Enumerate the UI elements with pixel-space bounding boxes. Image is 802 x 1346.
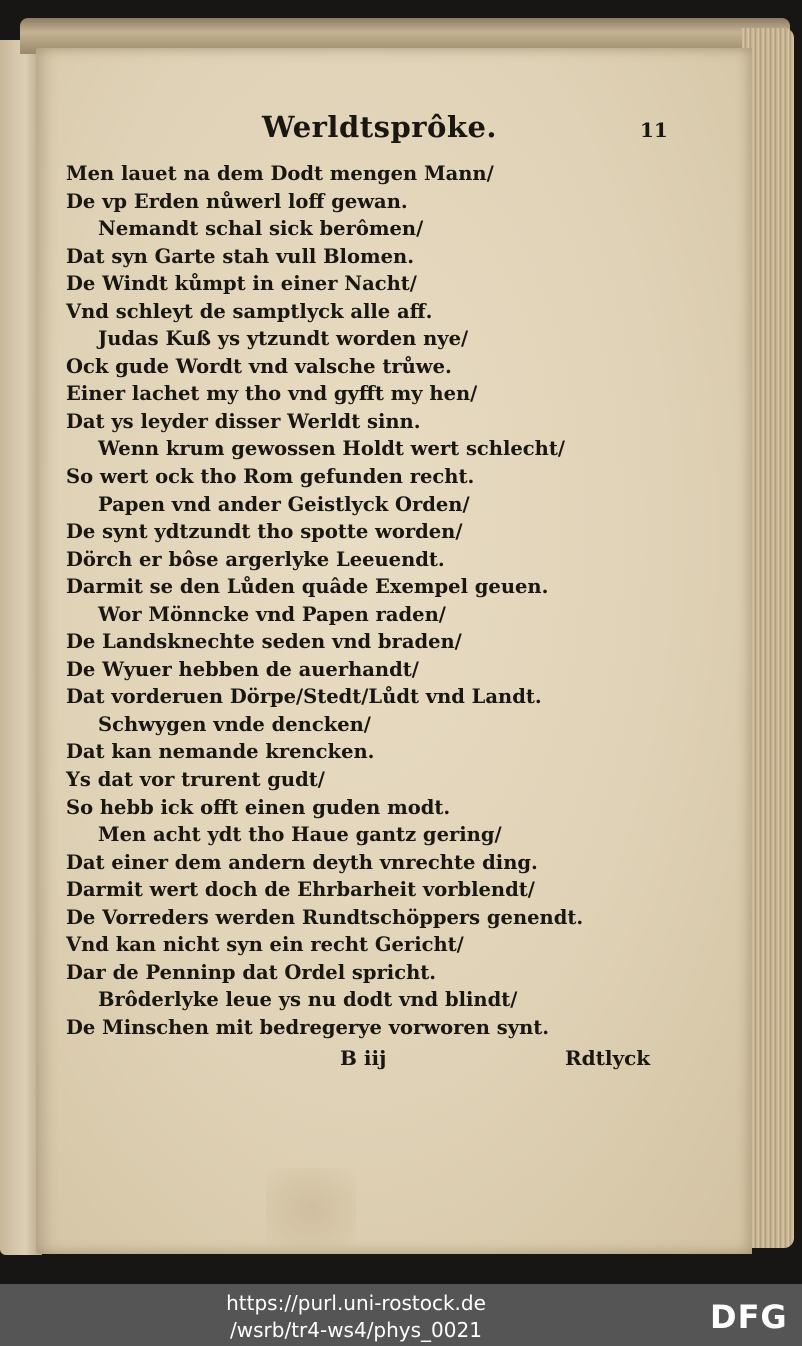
signature-mark: B iij xyxy=(340,1046,387,1070)
verse-line: De Windt kůmpt in einer Nacht/ xyxy=(66,272,417,296)
verse-line: Darmit se den Lůden quâde Exempel geuen. xyxy=(66,575,549,599)
dfg-logo: DFG xyxy=(710,1298,788,1336)
verse-text xyxy=(66,160,666,1042)
verse-line: De vp Erden nůwerl loff gewan. xyxy=(66,189,408,213)
verse-line: De Wyuer hebben de auerhandt/ xyxy=(66,657,419,681)
page-number: 11 xyxy=(640,118,668,142)
verse-line: So wert ock tho Rom gefunden recht. xyxy=(66,465,475,489)
catchword: Rdtlyck xyxy=(565,1046,651,1070)
verse-line: Dat einer dem andern deyth vnrechte ding. xyxy=(66,850,538,874)
verse-line: De synt ydtzundt tho spotte worden/ xyxy=(66,520,463,544)
verse-line: Darmit wert doch de Ehrbarheit vorblendt/ xyxy=(66,878,535,902)
verse-line: Vnd schleyt de samptlyck alle aff. xyxy=(66,299,433,323)
verse-line: Papen vnd ander Geistlyck Orden/ xyxy=(98,492,470,516)
verse-line: Ock gude Wordt vnd valsche trůwe. xyxy=(66,354,452,378)
verse-line: Men acht ydt tho Haue gantz gering/ xyxy=(98,823,502,847)
verse-line: Men lauet na dem Dodt mengen Mann/ xyxy=(66,162,494,185)
verse-line: Dat ys leyder disser Werldt sinn. xyxy=(66,409,421,433)
verse-line: Judas Kuß ys ytzundt worden nye/ xyxy=(98,327,469,351)
running-head: Werldtsprôke. xyxy=(262,110,497,144)
permalink-line-2[interactable]: /wsrb/tr4-ws4/phys_0021 xyxy=(230,1318,482,1342)
verse-line: De Landsknechte seden vnd braden/ xyxy=(66,630,462,654)
verse-line: Dat vorderuen Dörpe/Stedt/Lůdt vnd Landt. xyxy=(66,685,542,709)
verse-line: Dat syn Garte stah vull Blomen. xyxy=(66,244,414,268)
verse-line: De Vorreders werden Rundtschöppers genendt. xyxy=(66,905,584,929)
verse-line: Wenn krum gewossen Holdt wert schlecht/ xyxy=(98,437,565,461)
verse-line: Ys dat vor trurent gudt/ xyxy=(66,768,325,792)
verse-line: De Minschen mit bedregerye vorworen synt. xyxy=(66,1015,550,1039)
verse-line: Vnd kan nicht syn ein recht Gericht/ xyxy=(66,933,464,957)
paper-stain xyxy=(266,1168,356,1248)
permalink-line-1[interactable]: https://purl.uni-rostock.de xyxy=(226,1291,486,1315)
verse-line: Einer lachet my tho vnd gyfft my hen/ xyxy=(66,382,478,406)
verse-line: Dat kan nemande krencken. xyxy=(66,740,375,764)
verse-line: Schwygen vnde dencken/ xyxy=(98,712,371,736)
verse-line: So hebb ick offt einen guden modt. xyxy=(66,795,451,819)
verse-line: Wor Mönncke vnd Papen raden/ xyxy=(98,602,446,626)
verse-line: Brôderlyke leue ys nu dodt vnd blindt/ xyxy=(98,988,518,1012)
verse-line: Dar de Penninp dat Ordel spricht. xyxy=(66,960,437,984)
verse-line: Dörch er bôse argerlyke Leeuendt. xyxy=(66,547,445,571)
verse-line: Nemandt schal sick berômen/ xyxy=(98,217,424,241)
